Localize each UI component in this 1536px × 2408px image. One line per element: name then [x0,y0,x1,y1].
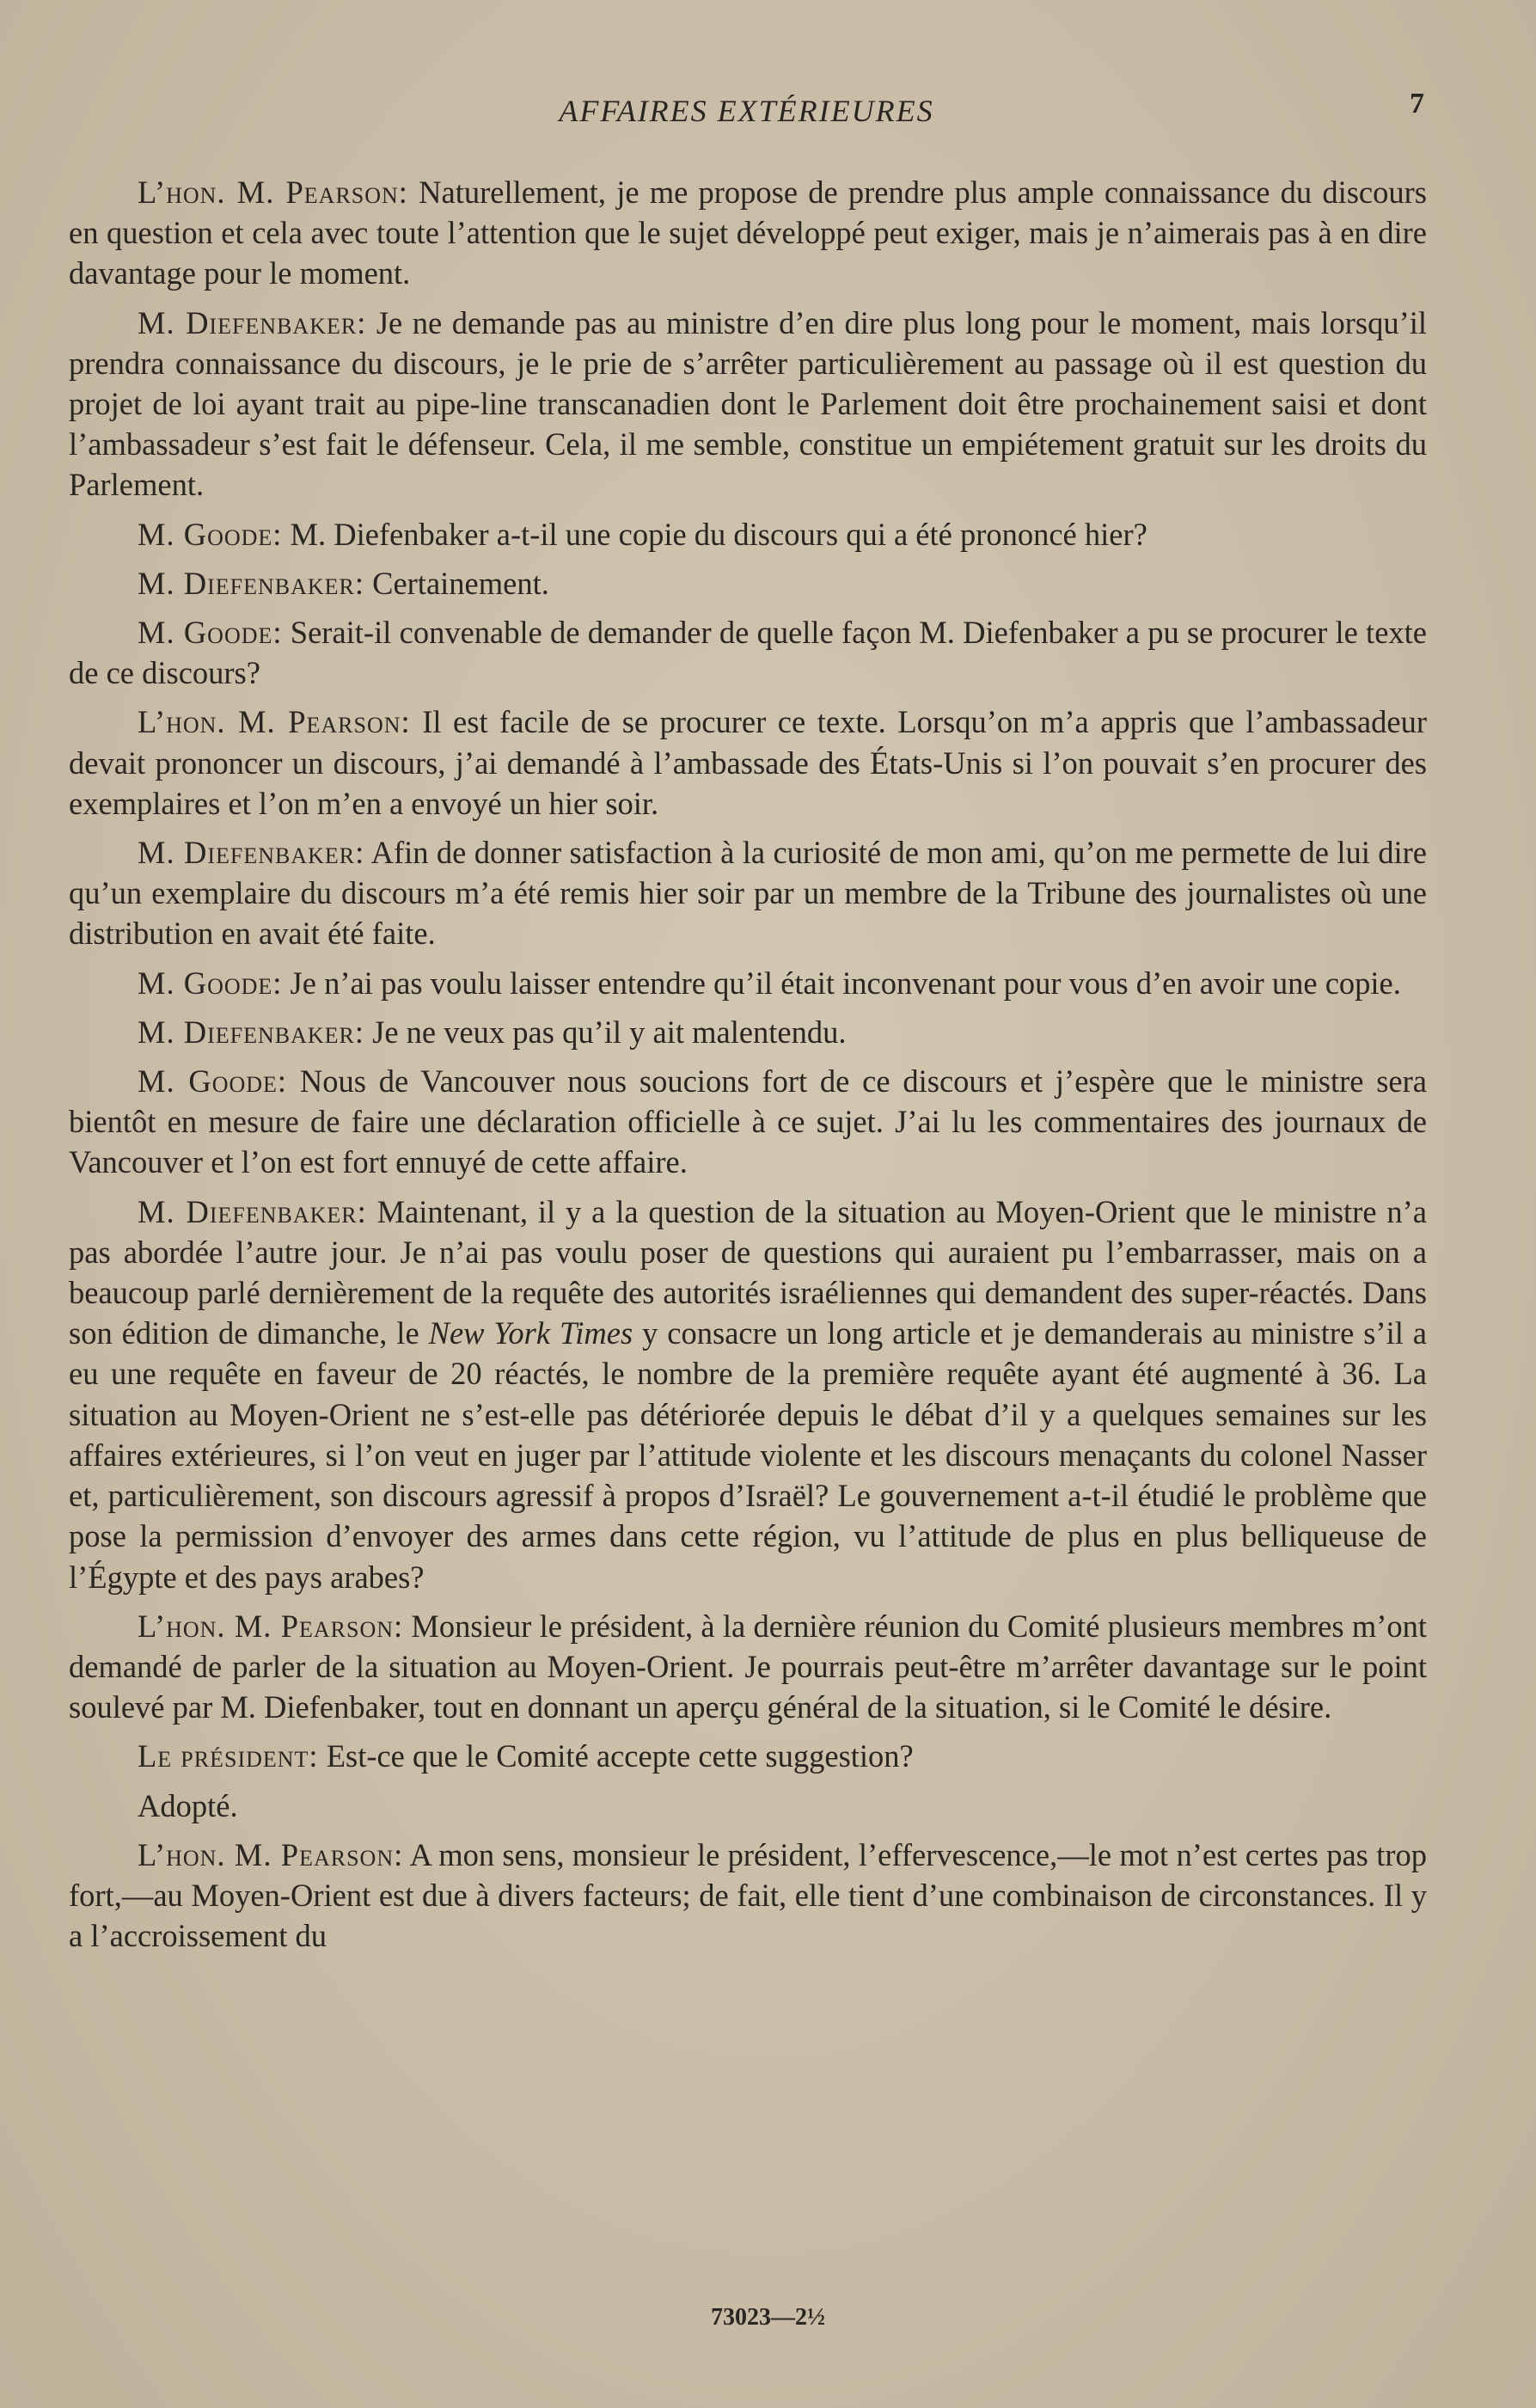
paragraph [69,1736,1427,1776]
speaker-name: Le président: [138,1738,319,1774]
speaker-name: L’hon. M. Pearson: [138,704,411,740]
speaker-name: L’hon. M. Pearson: [138,175,408,210]
speaker-name: M. Diefenbaker: [138,304,367,340]
speaker-name: M. Goode: [138,516,283,552]
speaker-name: M. Diefenbaker: [138,565,364,601]
paragraph-text: M. Diefenbaker a-t-il une copie du discours qui a été prononcé hier? [282,516,1147,552]
paragraph-text: Afin de donner satisfaction à la curiosité de mon ami, qu’on me permette de lui dire qu’un exemplaire du discours m’a été remis hier soir par un membre de la Tribune des journalistes où une distribution en avait été faite. [69,835,1427,952]
paragraph-text: Adopté. [138,1787,238,1823]
paragraph [69,172,1427,294]
paragraph [69,514,1427,555]
paragraph-text: Certainement. [364,565,549,601]
paragraph-text: Il est facile de se procurer ce texte. Lorsqu’on m’a appris que l’ambassadeur devait prononcer un discours, j’ai demandé à l’ambassade des États-Unis si l’on pouvait s’en procurer des exemplaires et l’on m’en a envoyé un hier soir. [69,704,1427,821]
paragraph-text: Je ne veux pas qu’il y ait malentendu. [364,1014,847,1050]
speaker-name: M. Diefenbaker: [138,1014,364,1050]
running-title: AFFAIRES EXTÉRIEURES [559,94,934,128]
paragraph [69,1606,1427,1728]
paragraph-text: Je ne demande pas au ministre d’en dire plus long pour le moment, mais lorsqu’il prendra connaissance du discours, je le prie de s’arrêter particulièrement au passage où il est question du projet de loi ayant trait au pipe-line transcanadien dont le Parlement doit être prochainement saisi et dont l’ambassadeur s’est fait le défenseur. Cela, il me semble, constitue un empiétement gratuit sur les droits du Parlement. [69,304,1428,503]
body-text [69,172,1427,1964]
paragraph-text-continued: y consacre un long article et je demanderais au ministre s’il a eu une requête en faveur de 20 réactés, le nombre de la première requête ayant été augmenté à 36. La situation au Moyen-Orient ne s’est-elle pas détériorée depuis le débat d’il y a quelques semaines sur les affaires extérieures, si l’on veut en juger par l’attitude violente et les discours menaçants du colonel Nasser et, particulièrement, son discours agressif à propos d’Israël? Le gouvernement a-t-il étudié le problème que pose la permission d’envoyer des armes dans cette région, vu l’attitude de plus en plus belliqueuse de l’Égypte et des pays arabes? [69,1315,1427,1595]
speaker-name: M. Diefenbaker: [138,1193,367,1229]
paragraph [69,832,1427,954]
paragraph-text: Maintenant, il y a la question de la situation au Moyen-Orient que le ministre n’a pas abordée l’autre jour. Je n’ai pas voulu poser de questions qui auraient pu l’embarrasser, mais on a beaucoup parlé dernièrement de la requête des autorités israéliennes qui demandent des super-réactés. Dans son édition de dimanche, le [69,1193,1427,1351]
paragraph-text: A mon sens, monsieur le président, l’effervescence,—le mot n’est certes pas trop fort,—au Moyen-Orient est due à divers facteurs; de fait, elle tient d’une combinaison de circonstances. Il y a l’accroissement du [69,1836,1427,1954]
italic-title: New York Times [428,1315,633,1351]
paragraph [69,1786,1427,1826]
paragraph-text: Serait-il convenable de demander de quelle façon M. Diefenbaker a pu se procurer le texte de ce discours? [69,615,1427,691]
speaker-name: L’hon. M. Pearson: [138,1608,404,1644]
paragraph [69,1012,1427,1052]
page-header [69,88,1424,136]
page-number: 7 [1410,88,1424,119]
speaker-name: M. Goode: [138,965,283,1001]
speaker-name: M. Goode: [138,615,283,651]
paragraph [69,612,1427,693]
paragraph [69,303,1427,505]
paragraph-text: Je n’ai pas voulu laisser entendre qu’il était inconvenant pour vous d’en avoir une copie. [282,965,1401,1001]
paragraph [69,563,1427,604]
paragraph-text: Monsieur le président, à la dernière réunion du Comité plusieurs membres m’ont demandé de parler de la situation au Moyen-Orient. Je pourrais peut-être m’arrêter davantage sur le point soulevé par M. Diefenbaker, tout en donnant un aperçu général de la situation, si le Comité le désire. [69,1608,1427,1725]
speaker-name: L’hon. M. Pearson: [138,1836,404,1872]
paragraph [69,1061,1427,1183]
paragraph-text: Nous de Vancouver nous soucions fort de ce discours et j’espère que le ministre sera bientôt en mesure de faire une déclaration officielle à ce sujet. J’ai lu les commentaires des journaux de Vancouver et l’on est fort ennuyé de cette affaire. [69,1063,1427,1180]
paragraph [69,1835,1427,1957]
paragraph [69,702,1427,824]
paragraph-text: Naturellement, je me propose de prendre plus ample connaissance du discours en question et cela avec toute l’attention que le sujet développé peut exiger, mais je n’aimerais pas à en dire davantage pour le moment. [69,175,1427,291]
signature-mark: 73023—2½ [711,2304,825,2331]
paragraph [69,1192,1427,1597]
speaker-name: M. Goode: [138,1063,288,1100]
paragraph-text: Est-ce que le Comité accepte cette suggestion? [318,1738,914,1774]
speaker-name: M. Diefenbaker: [138,835,365,871]
paragraph [69,963,1427,1003]
